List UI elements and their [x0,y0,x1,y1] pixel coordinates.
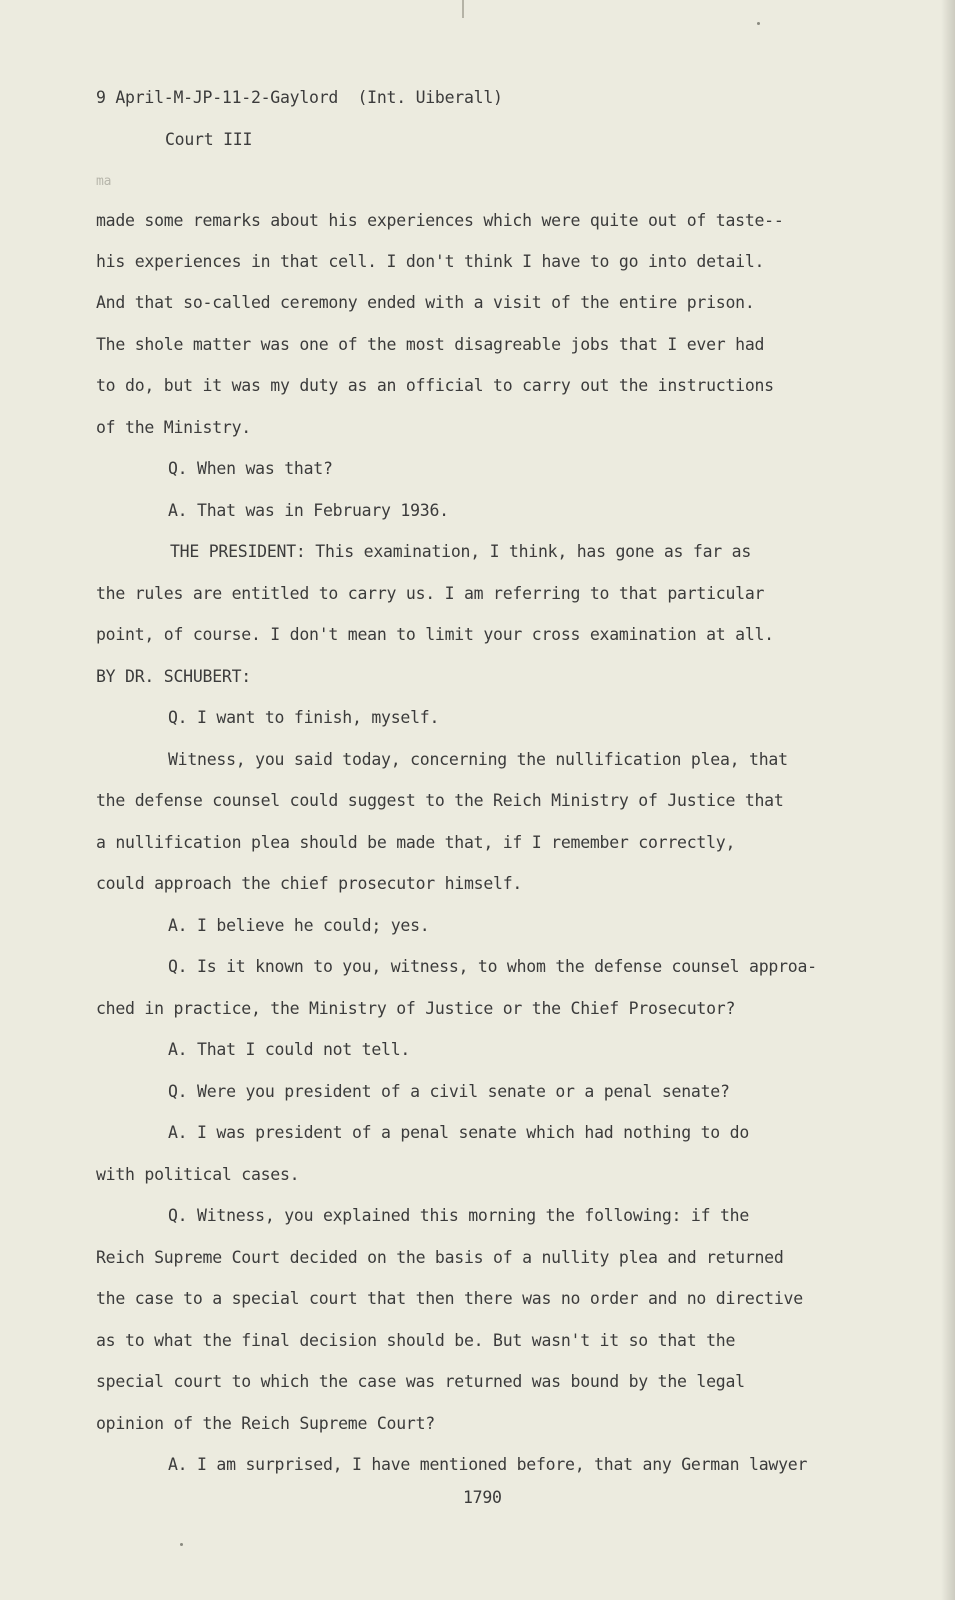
transcript-line: the defense counsel could suggest to the Reich Ministry of Justice that [96,791,784,810]
transcript-line: Q. Witness, you explained this morning the following: if the [168,1206,750,1225]
transcript-line: of the Ministry. [96,418,251,437]
transcript-line: Q. Is it known to you, witness, to whom the defense counsel approa- [168,957,817,976]
transcript-line: THE PRESIDENT: This examination, I think, has gone as far as [170,542,752,561]
transcript-line: The shole matter was one of the most disagreable jobs that I ever had [96,335,765,354]
transcript-line: A. I am surprised, I have mentioned before, that any German lawyer [168,1455,808,1474]
typist-initials: ma [96,174,112,189]
paper-fold-mark [462,0,464,18]
page-number: 1790 [463,1488,502,1507]
transcript-line: opinion of the Reich Supreme Court? [96,1414,435,1433]
transcript-line: A. That was in February 1936. [168,501,449,520]
transcript-line: A. I believe he could; yes. [168,916,430,935]
transcript-line: the case to a special court that then there was no order and no directive [96,1289,803,1308]
transcript-line: with political cases. [96,1165,300,1184]
transcript-line: to do, but it was my duty as an official to carry out the instructions [96,376,774,395]
transcript-line: could approach the chief prosecutor himself. [96,874,523,893]
court-label: Court III [165,130,253,149]
page-edge-shadow [941,0,955,1600]
transcript-line: made some remarks about his experiences which were quite out of taste-- [96,211,784,230]
transcript-line: BY DR. SCHUBERT: [96,667,251,686]
transcript-line: Witness, you said today, concerning the nullification plea, that [168,750,788,769]
transcript-line: special court to which the case was returned was bound by the legal [96,1372,745,1391]
transcript-line: ched in practice, the Ministry of Justice or the Chief Prosecutor? [96,999,736,1018]
transcript-line: a nullification plea should be made that, if I remember correctly, [96,833,736,852]
transcript-header-line: 9 April-M-JP-11-2-Gaylord (Int. Uiberall) [96,88,503,107]
transcript-line: Q. I want to finish, myself. [168,708,440,727]
paper-speck [180,1543,183,1546]
transcript-line: Reich Supreme Court decided on the basis of a nullity plea and returned [96,1248,784,1267]
transcript-line: as to what the final decision should be. But wasn't it so that the [96,1331,736,1350]
transcript-line: the rules are entitled to carry us. I am referring to that particular [96,584,765,603]
transcript-line: A. I was president of a penal senate which had nothing to do [168,1123,750,1142]
transcript-line: And that so-called ceremony ended with a visit of the entire prison. [96,293,755,312]
transcript-line: point, of course. I don't mean to limit your cross examination at all. [96,625,774,644]
transcript-line: Q. Were you president of a civil senate or a penal senate? [168,1082,730,1101]
transcript-line: A. That I could not tell. [168,1040,411,1059]
transcript-line: Q. When was that? [168,459,333,478]
paper-speck [757,22,760,25]
transcript-line: his experiences in that cell. I don't think I have to go into detail. [96,252,765,271]
